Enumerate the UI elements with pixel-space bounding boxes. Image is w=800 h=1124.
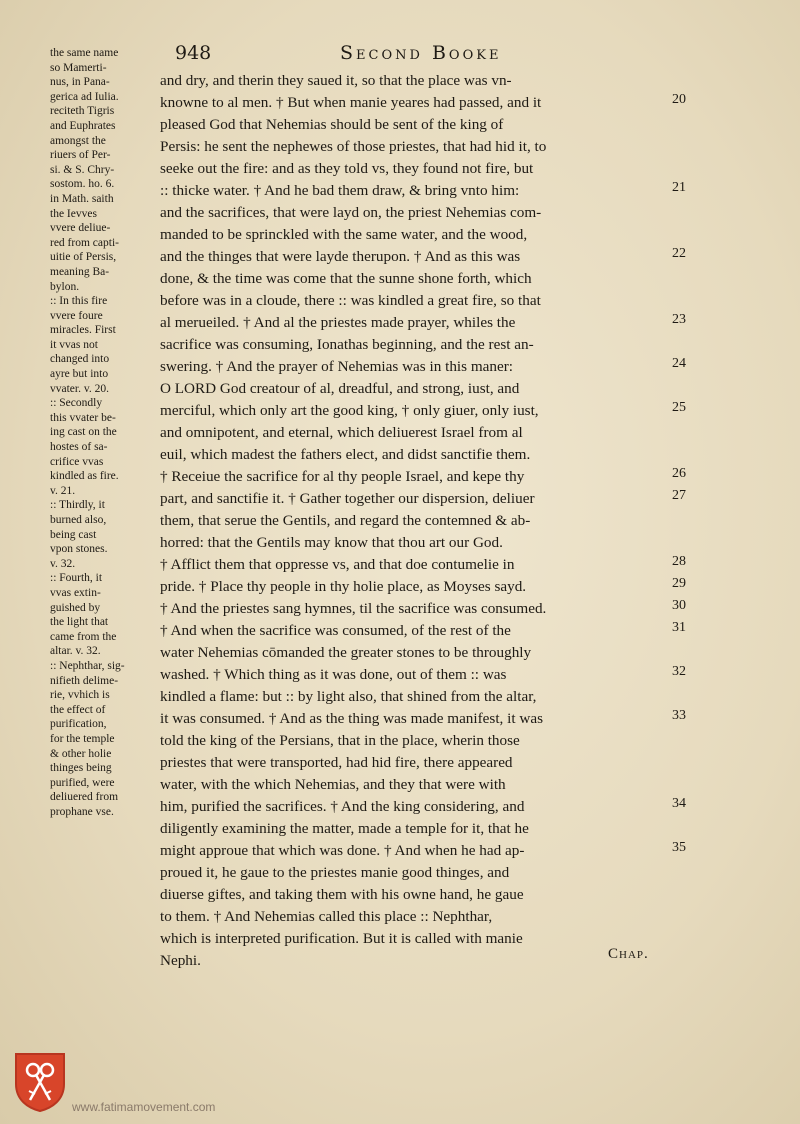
page-header [175, 42, 735, 68]
text-line: manded to be sprinckled with the same water, and the wood, [160, 226, 528, 243]
text-line: Nephi. [160, 952, 201, 969]
watermark: www.fatimamovement.com [72, 1100, 216, 1114]
margin-note-line: & other holie [50, 747, 112, 760]
margin-note-line: vpon stones. [50, 543, 108, 556]
text-line: † Receiue the sacrifice for al thy people Israel, and kepe thy [160, 468, 525, 485]
margin-note-line: vvere deliue- [50, 222, 111, 235]
margin-note-line: this vvater be- [50, 411, 116, 424]
margin-note-line: red from capti- [50, 236, 119, 249]
margin-note-line: being cast [50, 528, 97, 541]
text-line: euil, which madest the fathers elect, and didst sanctifie them. [160, 446, 531, 463]
verse-number: 24 [672, 356, 686, 371]
margin-note-line: hostes of sa- [50, 441, 108, 454]
text-line: swering. † And the prayer of Nehemias was in this maner: [160, 358, 514, 375]
text-line: proued it, he gaue to the priestes manie good thinges, and [160, 864, 510, 881]
verse-number: 21 [672, 180, 686, 195]
margin-note-line: and Euphrates [50, 119, 116, 132]
text-line: horred: that the Gentils may know that thou art our God. [160, 534, 503, 551]
margin-note-line: in Math. saith [50, 192, 114, 205]
margin-note-line: reciteth Tigris [50, 105, 115, 118]
margin-note-line: v. 21. [50, 484, 76, 497]
text-line: to them. † And Nehemias called this place :: Nephthar, [160, 908, 493, 925]
verse-number: 32 [672, 664, 686, 679]
margin-note-line: the same name [50, 47, 119, 59]
text-line: priestes that were transported, had hid fire, there appeared [160, 754, 513, 771]
verse-number: 29 [672, 576, 686, 591]
text-line: † Afflict them that oppresse vs, and that doe contumelie in [160, 556, 515, 573]
margin-note-line: :: Thirdly, it [50, 499, 105, 512]
text-line: diligently examining the matter, made a temple for it, that he [160, 820, 529, 837]
margin-note-line: the Ievves [50, 207, 97, 220]
text-line: it was consumed. † And as the thing was made manifest, it was [160, 710, 543, 727]
text-line: merciful, which only art the good king, † only giuer, only iust, [160, 402, 539, 419]
margin-note-line: altar. v. 32. [50, 645, 101, 658]
verse-number: 34 [672, 796, 686, 811]
papal-emblem-icon [12, 1050, 68, 1112]
text-line: before was in a cloude, there :: was kindled a great fire, so that [160, 292, 541, 309]
text-line: water Nehemias cōmanded the greater stones to be throughly [160, 644, 532, 661]
margin-notes [50, 46, 165, 819]
text-line: knowne to al men. † But when manie yeares had passed, and it [160, 94, 542, 111]
margin-note-line: amongst the [50, 134, 106, 147]
verse-number: 33 [672, 708, 686, 723]
margin-note-line: miracles. First [50, 324, 116, 337]
text-line: him, purified the sacrifices. † And the king considering, and [160, 798, 525, 815]
text-line: † And the priestes sang hymnes, til the sacrifice was consumed. [160, 600, 547, 617]
margin-note-line: prophane vse. [50, 805, 114, 818]
text-line: part, and sanctifie it. † Gather together our dispersion, deliuer [160, 490, 535, 507]
text-line: al merueiled. † And al the priestes made prayer, whiles the [160, 314, 516, 331]
margin-note-line: riuers of Per- [50, 149, 111, 162]
text-line: washed. † Which thing as it was done, out of them :: was [160, 666, 507, 683]
verse-number: 31 [672, 620, 686, 635]
margin-note-line: :: Secondly [50, 397, 103, 410]
verse-number: 30 [672, 598, 686, 613]
margin-note-line: it vvas not [50, 338, 98, 351]
text-line: and the sacrifices, that were layd on, the priest Nehemias com- [160, 204, 542, 221]
text-line: done, & the time was come that the sunne shone forth, which [160, 270, 532, 287]
margin-note-line: uitie of Persis, [50, 251, 117, 264]
margin-note-line: changed into [50, 353, 110, 366]
margin-note-line: ayre but into [50, 368, 109, 381]
margin-note-line: the light that [50, 616, 109, 629]
text-line: water, with the which Nehemias, and they that were with [160, 776, 506, 793]
verse-number: 25 [672, 400, 686, 415]
text-line: pleased God that Nehemias should be sent of the king of [160, 116, 504, 133]
margin-note-line: guished by [50, 601, 101, 614]
margin-note-line: :: Nephthar, sig- [50, 659, 125, 672]
text-line: diuerse giftes, and taking them with his owne hand, he gaue [160, 886, 524, 903]
text-line: and dry, and therin they saued it, so that the place was vn- [160, 72, 512, 89]
text-line: pride. † Place thy people in thy holie place, as Moyses sayd. [160, 578, 527, 595]
margin-note-line: purified, were [50, 776, 115, 789]
margin-note-line: vvere foure [50, 309, 103, 322]
text-line: Persis: he sent the nephewes of those priestes, that had hid it, to [160, 138, 547, 155]
text-line: † And when the sacrifice was consumed, of the rest of the [160, 622, 511, 639]
verse-number: 26 [672, 466, 686, 481]
verse-number: 35 [672, 840, 686, 855]
text-line: sacrifice was consuming, Ionathas beginning, and the rest an- [160, 336, 534, 353]
text-line: :: thicke water. † And he bad them draw, & bring vnto him: [160, 182, 520, 199]
verse-number: 28 [672, 554, 686, 569]
margin-note-line: meaning Ba- [50, 265, 110, 278]
margin-note-line: nifieth delime- [50, 674, 119, 687]
verse-number: 22 [672, 246, 686, 261]
margin-note-line: burned also, [50, 514, 107, 526]
margin-note-line: nus, in Pana- [50, 76, 110, 89]
margin-note-line: came from the [50, 630, 117, 643]
text-line: them, that serue the Gentils, and regard the contemned & ab- [160, 512, 531, 529]
margin-note-line: so Mamerti- [50, 61, 107, 74]
margin-note-line: the effect of [50, 703, 106, 716]
margin-note-line: crifice vvas [50, 455, 104, 468]
margin-note-line: purification, [50, 718, 107, 731]
margin-note-line: bylon. [50, 280, 80, 293]
text-line: kindled a flame: but :: by light also, that shined from the altar, [160, 688, 537, 705]
margin-note-line: v. 32. [50, 557, 76, 570]
verse-number: 27 [672, 488, 686, 503]
margin-note-line: ing cast on the [50, 426, 117, 439]
running-head: Second Booke [340, 42, 502, 64]
margin-note-line: vvater. v. 20. [50, 382, 109, 395]
margin-note-line: :: Fourth, it [50, 572, 103, 585]
margin-note-line: for the temple [50, 732, 115, 745]
margin-note-line: kindled as fire. [50, 470, 119, 483]
margin-note-line: :: In this fire [50, 295, 108, 308]
text-line: might approue that which was done. † And when he had ap- [160, 842, 525, 859]
page-number: 948 [175, 42, 212, 64]
margin-note-line: vvas extin- [50, 586, 101, 599]
text-line: O LORD God creatour of al, dreadful, and strong, iust, and [160, 380, 520, 397]
body-text [160, 70, 680, 972]
margin-note-line: sostom. ho. 6. [50, 178, 115, 191]
text-line: and omnipotent, and eternal, which deliuerest Israel from al [160, 424, 523, 441]
margin-note-line: thinges being [50, 762, 112, 775]
verse-number: 23 [672, 312, 686, 327]
text-line: which is interpreted purification. But it is called with manie [160, 930, 523, 947]
margin-note-line: gerica ad Iulia. [50, 90, 119, 103]
catchword: Chap. [608, 946, 649, 962]
verse-number: 20 [672, 92, 686, 107]
margin-note-line: si. & S. Chry- [50, 163, 115, 176]
text-line: told the king of the Persians, that in the place, wherin those [160, 732, 520, 749]
text-line: seeke out the fire: and as they told vs, they found not fire, but [160, 160, 534, 177]
text-line: and the thinges that were layde therupon. † And as this was [160, 248, 521, 265]
margin-note-line: deliuered from [50, 791, 119, 804]
margin-note-line: rie, vvhich is [50, 689, 110, 702]
